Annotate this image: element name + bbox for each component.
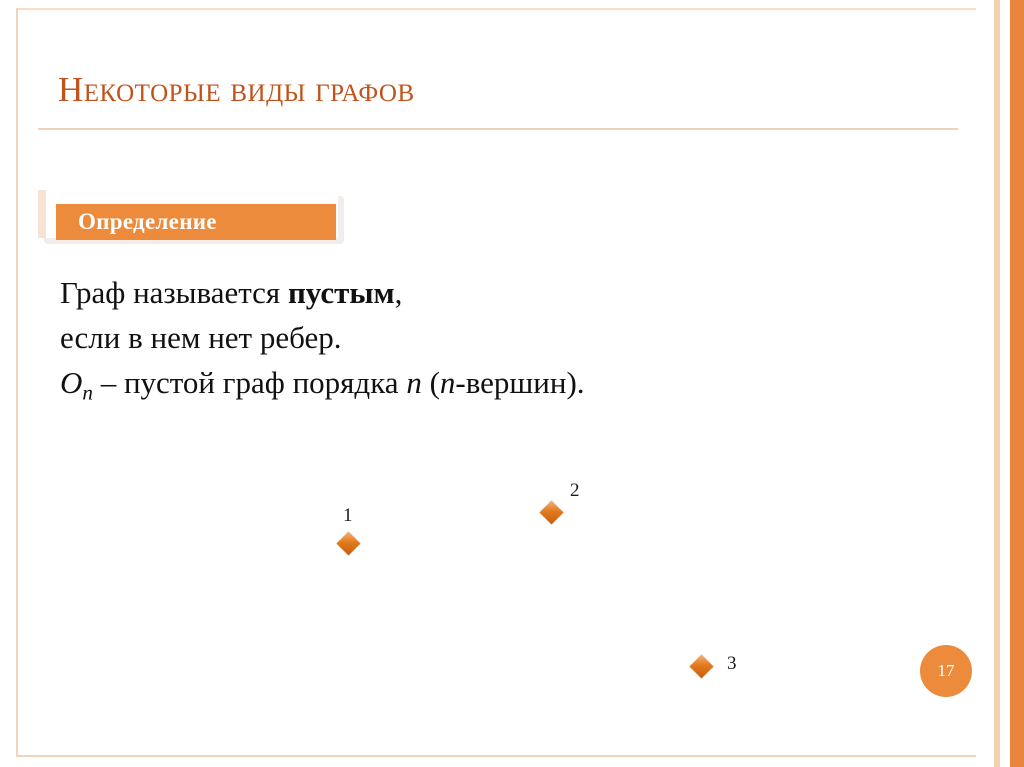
graph-vertex-1 bbox=[336, 531, 360, 555]
definition-line-3-rest-b: ( bbox=[421, 365, 440, 400]
graph-vertex-3-label: 3 bbox=[727, 653, 737, 674]
graph-vertex-2 bbox=[539, 500, 563, 524]
graph-vertex-2-label: 2 bbox=[570, 480, 580, 501]
page-number-badge: 17 bbox=[920, 645, 972, 697]
empty-graph-subscript: n bbox=[82, 380, 93, 405]
definition-line-3-rest-a: – пустой граф порядка bbox=[92, 365, 407, 400]
order-variable-n-2: n bbox=[439, 365, 456, 400]
empty-graph-symbol: O bbox=[60, 365, 83, 400]
definition-line-1 bbox=[60, 270, 920, 315]
definition-line-3 bbox=[60, 360, 920, 415]
definition-line-3-rest-c: -вершин). bbox=[455, 365, 585, 400]
definition-line-1-text: Граф называется пустым, bbox=[60, 275, 403, 310]
graph-vertex-3 bbox=[689, 654, 713, 678]
right-stripe-gap bbox=[1000, 0, 1010, 767]
definition-badge-label: Определение bbox=[78, 209, 217, 234]
title-underline bbox=[38, 128, 958, 130]
definition-body bbox=[60, 270, 920, 415]
definition-callout-bar bbox=[38, 190, 46, 238]
page-title: Некоторые виды графов bbox=[58, 70, 415, 109]
order-variable-n: n bbox=[406, 365, 422, 400]
frame-left-line bbox=[16, 8, 18, 756]
graph-vertex-1-label: 1 bbox=[343, 505, 353, 526]
definition-badge bbox=[56, 204, 336, 240]
frame-top-line bbox=[16, 8, 976, 10]
frame-bottom-line bbox=[16, 755, 976, 757]
right-stripe-accent bbox=[1010, 0, 1024, 767]
definition-line-2: если в нем нет ребер. bbox=[60, 320, 342, 355]
